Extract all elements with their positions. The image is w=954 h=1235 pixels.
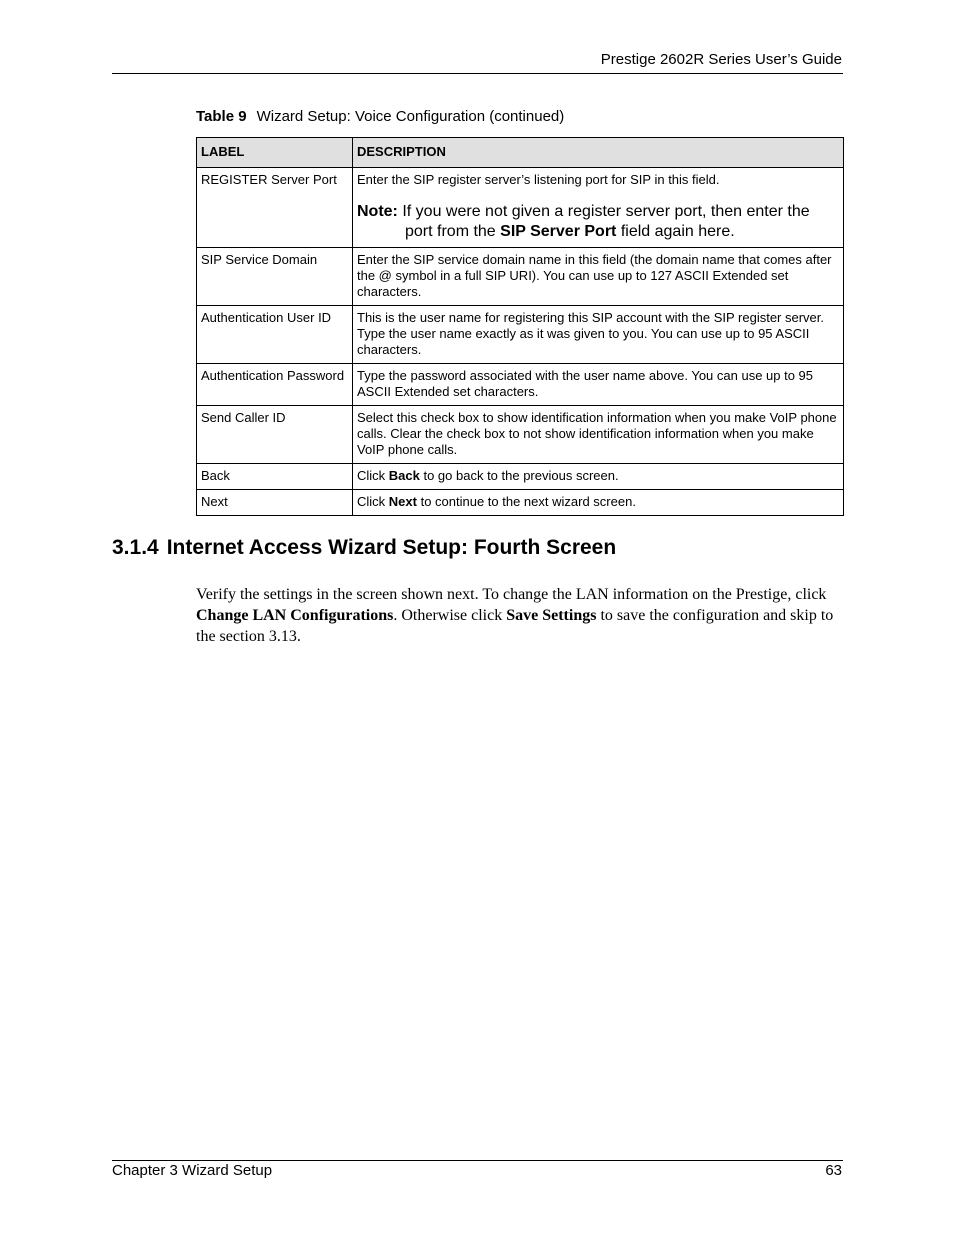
column-header-description: DESCRIPTION <box>353 138 844 168</box>
row-label: REGISTER Server Port <box>197 168 353 248</box>
desc-suffix: to continue to the next wizard screen. <box>416 494 636 509</box>
table-caption <box>196 108 564 125</box>
row-label: Authentication Password <box>197 364 353 406</box>
desc-bold-term: Next <box>388 494 417 509</box>
row-description <box>353 168 844 248</box>
note-block <box>357 202 839 242</box>
section-title: Internet Access Wizard Setup: Fourth Screen <box>166 536 617 559</box>
footer-rule <box>112 1160 843 1161</box>
row-label: SIP Service Domain <box>197 248 353 306</box>
table-row <box>197 168 844 248</box>
desc-prefix: Click <box>357 494 389 509</box>
row-description: This is the user name for registering this SIP account with the SIP register server. Type the user name exactly as it was given to you. You can use up to 95 ASCII characters. <box>353 306 844 364</box>
para-text: Verify the settings in the screen shown next. To change the LAN information on the Prestige, click <box>196 586 827 603</box>
header-rule <box>112 73 843 74</box>
page-number: 63 <box>825 1162 842 1179</box>
row-description: Select this check box to show identification information when you make VoIP phone calls. Clear the check box to not show identification information when you make VoIP phone calls. <box>353 406 844 464</box>
row-label: Send Caller ID <box>197 406 353 464</box>
footer-chapter: Chapter 3 Wizard Setup <box>112 1162 273 1179</box>
table-row <box>197 490 844 516</box>
table-row <box>197 406 844 464</box>
para-text: to save the configuration and skip to the section 3.13. <box>196 607 834 645</box>
row-description: Type the password associated with the user name above. You can use up to 95 ASCII Extended set characters. <box>353 364 844 406</box>
row-description: Enter the SIP service domain name in this field (the domain name that comes after the @ symbol in a full SIP URI). You can use up to 127 ASCII Extended set characters. <box>353 248 844 306</box>
para-text: . Otherwise click <box>393 607 507 624</box>
table-row <box>197 248 844 306</box>
row-description <box>353 464 844 490</box>
table-header-row <box>197 138 844 168</box>
table-row <box>197 306 844 364</box>
para-bold-term: Save Settings <box>506 607 597 624</box>
row-label: Next <box>197 490 353 516</box>
note-text-end: field again here. <box>616 223 735 240</box>
table-row <box>197 364 844 406</box>
running-header: Prestige 2602R Series User’s Guide <box>600 51 842 68</box>
table-caption-title: Wizard Setup: Voice Configuration (continued) <box>256 108 565 125</box>
note-text: If you were not given a register server port, then enter the port from the <box>397 203 810 240</box>
desc-bold-term: Back <box>388 468 420 483</box>
row-label: Back <box>197 464 353 490</box>
section-number: 3.1.4 <box>112 536 159 559</box>
section-paragraph <box>196 584 846 647</box>
row-label: Authentication User ID <box>197 306 353 364</box>
desc-prefix: Click <box>357 468 389 483</box>
note-bold-term: SIP Server Port <box>500 223 617 240</box>
para-bold-term: Change LAN Configurations <box>196 607 394 624</box>
row-description <box>353 490 844 516</box>
description-text: Enter the SIP register server’s listening port for SIP in this field. <box>357 172 720 187</box>
note-lead: Note: <box>357 203 398 220</box>
desc-suffix: to go back to the previous screen. <box>419 468 619 483</box>
table-caption-number: Table 9 <box>196 108 247 125</box>
voice-configuration-table <box>196 137 844 516</box>
table-row <box>197 464 844 490</box>
section-heading <box>112 536 616 560</box>
column-header-label: LABEL <box>197 138 353 168</box>
